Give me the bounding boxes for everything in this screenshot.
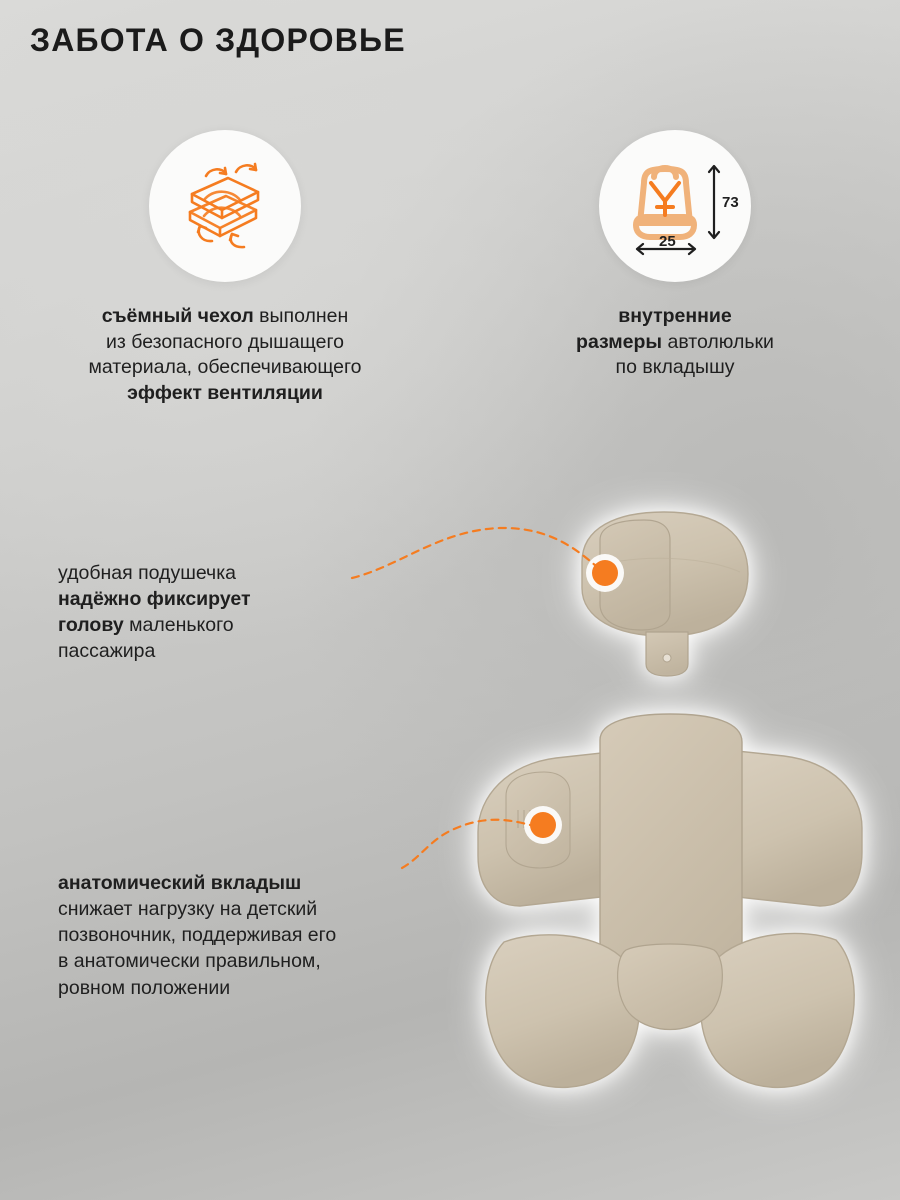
- feature-line-1: удобная подушечка: [58, 562, 236, 584]
- marker-dot-insert: [530, 812, 556, 838]
- feature-line-2: позвоночник, поддерживая его: [58, 924, 337, 947]
- badge-caption-rest-1: автолюльки: [662, 330, 774, 353]
- dim-width-value: 25: [659, 232, 676, 250]
- badge-circle: [149, 130, 301, 282]
- product-headrest-pillow: [560, 500, 770, 690]
- badge-circle: [599, 130, 751, 282]
- feature-head-support-text: [58, 560, 358, 665]
- feature-bold-1: надёжно фиксирует: [58, 588, 251, 611]
- feature-bold-1: анатомический вкладыш: [58, 872, 302, 894]
- badge-caption-bold-1: съёмный чехол: [101, 305, 254, 327]
- car-seat-dimensions-icon: [610, 145, 740, 268]
- feature-line-3: пассажира: [58, 640, 156, 663]
- breathable-layers-icon: [170, 154, 280, 259]
- badge-caption: [88, 304, 361, 407]
- page-title: ЗАБОТА О ЗДОРОВЬЕ: [30, 22, 406, 58]
- feature-line-1: снижает нагрузку на детский: [58, 898, 318, 921]
- badge-caption-bold-2: эффект вентиляции: [127, 382, 323, 405]
- badge-caption-line-3: материала, обеспечивающего: [88, 356, 362, 379]
- badge-caption-line-3: по вкладышу: [615, 356, 735, 379]
- feature-line-2-rest: маленького: [123, 614, 234, 637]
- badge-caption: [576, 304, 774, 381]
- badge-caption-rest-1: выполнен: [253, 305, 349, 327]
- badge-caption-line-2: из безопасного дышащего: [106, 330, 344, 353]
- feature-line-4: ровном положении: [58, 976, 231, 999]
- badge-caption-bold-1: внутренние: [618, 305, 732, 327]
- badge-inner-dimensions: [450, 130, 900, 407]
- dim-height-value: 73: [722, 193, 739, 211]
- marker-dot-head: [592, 560, 618, 586]
- badge-breathable-cover: [0, 130, 450, 407]
- feature-line-3: в анатомически правильном,: [58, 950, 321, 973]
- product-anatomic-insert: [460, 700, 860, 1120]
- feature-bold-2: голову: [58, 614, 124, 637]
- badges-row: [0, 130, 900, 407]
- badge-caption-bold-2: размеры: [576, 330, 663, 353]
- feature-anatomic-insert-text: [58, 870, 488, 1001]
